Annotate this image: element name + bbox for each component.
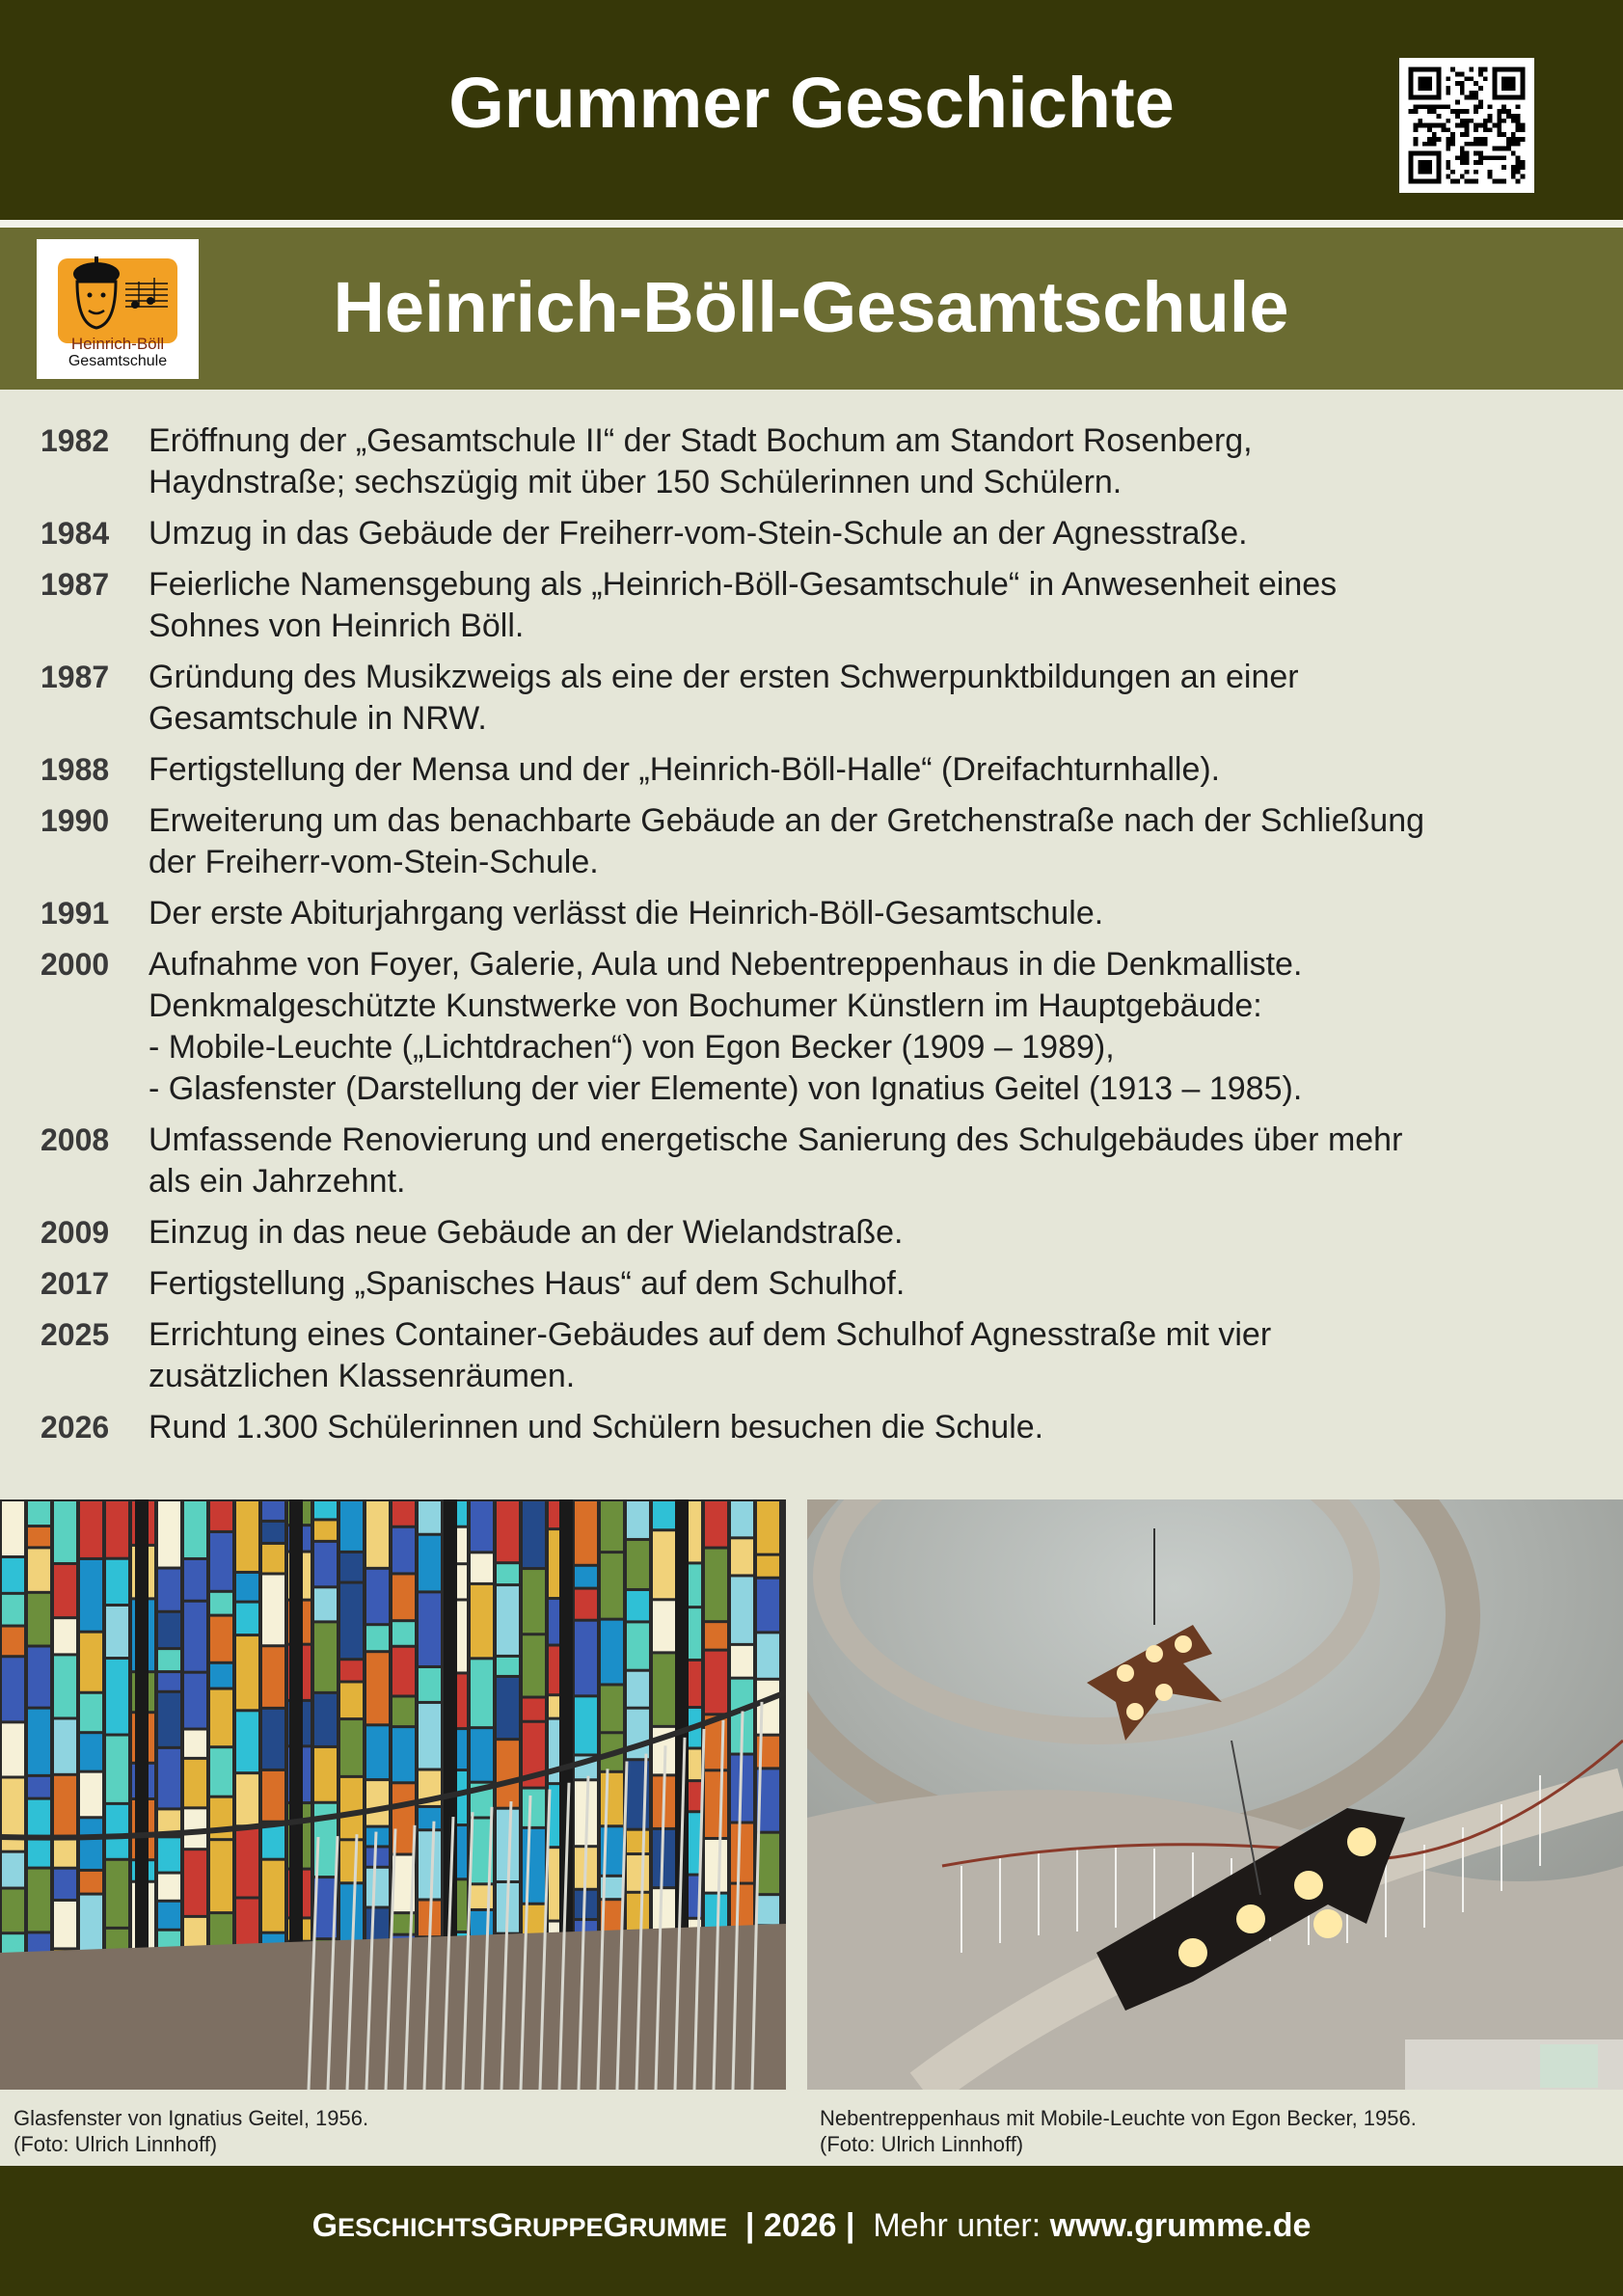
timeline-entry [41, 800, 1583, 883]
logo-text-line2: Gesamtschule [68, 353, 168, 369]
timeline-year: 1988 [41, 752, 110, 787]
timeline-entry [41, 1212, 1583, 1254]
footer-more-label: Mehr unter: [863, 2207, 1050, 2244]
timeline-year: 1987 [41, 660, 110, 694]
timeline-year: 1987 [41, 567, 110, 602]
timeline-entry [41, 564, 1583, 647]
timeline-text: Gründung des Musikzweigs als eine der ersten Schwerpunktbildungen an einer Gesamtschule in NRW. [149, 659, 1299, 737]
timeline-year: 2026 [41, 1410, 110, 1445]
footer-separator: | [736, 2207, 764, 2244]
footer [0, 2166, 1623, 2296]
timeline-year: 2008 [41, 1122, 110, 1157]
timeline [41, 420, 1583, 1458]
timeline-text: Errichtung eines Container-Gebäudes auf dem Schulhof Agnesstraße mit vier zusätzlichen Klassenräumen. [149, 1316, 1272, 1394]
timeline-text: Fertigstellung „Spanisches Haus“ auf dem Schulhof. [149, 1265, 906, 1302]
timeline-entry [41, 513, 1583, 554]
timeline-text: Fertigstellung der Mensa und der „Heinrich-Böll-Halle“ (Dreifachturnhalle). [149, 751, 1221, 788]
qr-code-icon[interactable] [1399, 58, 1534, 193]
timeline-entry [41, 1314, 1583, 1397]
timeline-text: Aufnahme von Foyer, Galerie, Aula und Nebentreppenhaus in die Denkmalliste. Denkmalgeschützte Kunstwerke von Bochumer Künstlern im Hauptgebäude: - Mobile-Leuchte („Lichtdrachen“) von Egon Becker (1909 – 1989), - Glasfenster (Darstellung der vier Elemente) von Ignatius Geitel (1913 – 1985). [149, 946, 1303, 1107]
stained-glass-window-photo [0, 1499, 786, 2090]
timeline-entry [41, 1263, 1583, 1305]
footer-separator-2: | [836, 2207, 864, 2244]
timeline-year: 1984 [41, 516, 110, 551]
timeline-text: Erweiterung um das benachbarte Gebäude an der Gretchenstraße nach der Schließung der Freiherr-vom-Stein-Schule. [149, 802, 1425, 880]
timeline-year: 2009 [41, 1215, 110, 1250]
footer-text [0, 2204, 1623, 2249]
timeline-text: Eröffnung der „Gesamtschule II“ der Stadt Bochum am Standort Rosenberg, Haydnstraße; sechszügig mit über 150 Schülerinnen und Schülern. [149, 422, 1253, 500]
timeline-entry [41, 893, 1583, 934]
school-logo [37, 239, 199, 379]
timeline-text: Der erste Abiturjahrgang verlässt die Heinrich-Böll-Gesamtschule. [149, 895, 1104, 932]
logo-text-line1: Heinrich-Böll [70, 335, 165, 353]
timeline-text: Rund 1.300 Schülerinnen und Schülern besuchen die Schule. [149, 1409, 1044, 1445]
footer-url-link[interactable]: www.grumme.de [1049, 2207, 1312, 2244]
timeline-year: 2000 [41, 947, 110, 982]
timeline-year: 1991 [41, 896, 110, 931]
timeline-entry [41, 657, 1583, 740]
timeline-entry [41, 749, 1583, 791]
footer-org-name: GESCHICHTSGRUPPEGRUMME [311, 2207, 727, 2244]
timeline-year: 1982 [41, 423, 110, 458]
footer-year: 2026 [763, 2207, 837, 2244]
timeline-year: 2025 [41, 1317, 110, 1352]
timeline-text: Umzug in das Gebäude der Freiherr-vom-Stein-Schule an der Agnesstraße. [149, 515, 1248, 552]
photo-caption-right: Nebentreppenhaus mit Mobile-Leuchte von Egon Becker, 1956. (Foto: Ulrich Linnhoff) [820, 2106, 1417, 2156]
page-title: Grummer Geschichte [448, 63, 1175, 143]
spiral-staircase-photo [807, 1499, 1623, 2090]
divider [0, 220, 1623, 228]
timeline-entry [41, 1120, 1583, 1202]
timeline-year: 1990 [41, 803, 110, 838]
timeline-entry [41, 944, 1583, 1110]
timeline-year: 2017 [41, 1266, 110, 1301]
school-title: Heinrich-Böll-Gesamtschule [333, 267, 1289, 347]
timeline-entry [41, 420, 1583, 503]
timeline-text: Feierliche Namensgebung als „Heinrich-Böll-Gesamtschule“ in Anwesenheit eines Sohnes von Heinrich Böll. [149, 566, 1338, 644]
photo-caption-left: Glasfenster von Ignatius Geitel, 1956. (Foto: Ulrich Linnhoff) [14, 2106, 369, 2156]
timeline-text: Umfassende Renovierung und energetische Sanierung des Schulgebäudes über mehr als ein Jahrzehnt. [149, 1121, 1403, 1200]
timeline-entry [41, 1407, 1583, 1448]
timeline-text: Einzug in das neue Gebäude an der Wielandstraße. [149, 1214, 904, 1251]
